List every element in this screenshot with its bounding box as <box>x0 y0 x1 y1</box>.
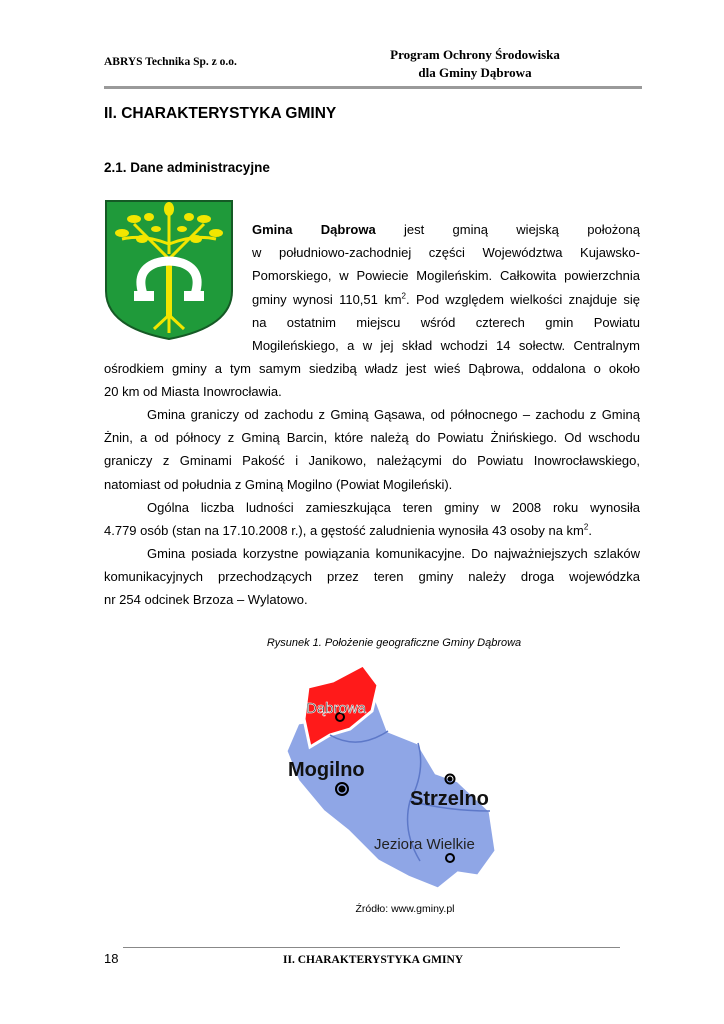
intro-line: na ostatnim miejscu wśród czterech gmin Powiatu <box>252 314 640 330</box>
paragraph-borders <box>104 403 640 496</box>
intro-line: ośrodkiem gminy a tym samym siedzibą władz jest wieś Dąbrowa, oddalona o około <box>104 361 640 376</box>
page-number: 18 <box>104 951 119 966</box>
intro-line: . Pod względem wielkości znajduje się <box>406 291 640 307</box>
paragraph-line: nr 254 odcinek Brzoza – Wylatowo. <box>104 592 308 608</box>
intro-line: jest gminą wiejską położoną <box>375 222 641 237</box>
map-label-strzelno: Strzelno <box>410 788 489 810</box>
paragraph-line: graniczy z Gminami Pakość i Janikowo, należącymi do Powiatu Inowrocławskiego, <box>104 453 640 469</box>
intro-line: gminy wynosi 110,51 km <box>252 291 402 307</box>
figure-caption: Rysunek 1. Położenie geograficzne Gminy Dąbrowa <box>266 637 522 649</box>
map-label-jeziora: Jeziora Wielkie <box>374 836 475 853</box>
paragraph-line: Żnin, a od północy z Gminą Barcin, które należą do Powiatu Żnińskiego. Od wschodu <box>104 430 640 446</box>
intro-line: w południowo-zachodniej części Województwa Kujawsko- <box>252 245 640 261</box>
location-map <box>278 661 500 893</box>
map-label-mogilno: Mogilno <box>288 759 365 781</box>
subsection-title: 2.1. Dane administracyjne <box>104 160 270 175</box>
map-label-dabrowa: Dąbrowa <box>306 700 367 717</box>
intro-line: 20 km od Miasta Inowrocławia. <box>104 384 282 400</box>
intro-lead-bold: Gmina Dąbrowa <box>252 222 376 237</box>
paragraph-end: . <box>588 523 592 539</box>
header-divider <box>104 86 642 89</box>
intro-paragraph <box>252 218 640 357</box>
paragraph-transport <box>104 542 640 612</box>
paragraph-line: Ogólna liczba ludności zamieszkująca teren gminy w 2008 roku wynosiła <box>147 500 640 515</box>
superscript: 2 <box>401 291 406 301</box>
header-program <box>330 46 620 82</box>
intro-line: Mogileńskiego, a w jej skład wchodzi 14 sołectw. Centralnym <box>252 338 640 354</box>
intro-line: Pomorskiego, w Powiecie Mogileńskim. Całkowita powierzchnia <box>252 268 640 284</box>
superscript: 2 <box>583 522 589 532</box>
figure-source: Źródło: www.gminy.pl <box>355 903 455 915</box>
footer-title: II. CHARAKTERYSTYKA GMINY <box>283 954 464 966</box>
footer-divider <box>123 947 620 948</box>
coat-of-arms-emblem <box>104 199 234 341</box>
header-program-line2: dla Gminy Dąbrowa <box>418 65 532 80</box>
paragraph-line: Gmina graniczy od zachodu z Gminą Gąsawa, od północnego – zachodu z Gminą <box>147 407 640 422</box>
paragraph-line: natomiast od południa z Gminą Mogilno (Powiat Mogileński). <box>104 476 453 492</box>
header-program-line1: Program Ochrony Środowiska <box>390 47 560 62</box>
paragraph-line: komunikacyjnych przechodzących przez teren gminy należy droga wojewódzka <box>104 569 640 585</box>
intro-continuation <box>104 357 640 403</box>
header-company: ABRYS Technika Sp. z o.o. <box>104 56 237 68</box>
paragraph-population <box>104 496 640 542</box>
paragraph-line: 4.779 osób (stan na 17.10.2008 r.), a gęstość zaludnienia wynosiła 43 osoby na km <box>104 523 584 539</box>
paragraph-line: Gmina posiada korzystne powiązania komunikacyjne. Do najważniejszych szlaków <box>147 546 640 561</box>
section-title: II. CHARAKTERYSTYKA GMINY <box>104 105 337 122</box>
